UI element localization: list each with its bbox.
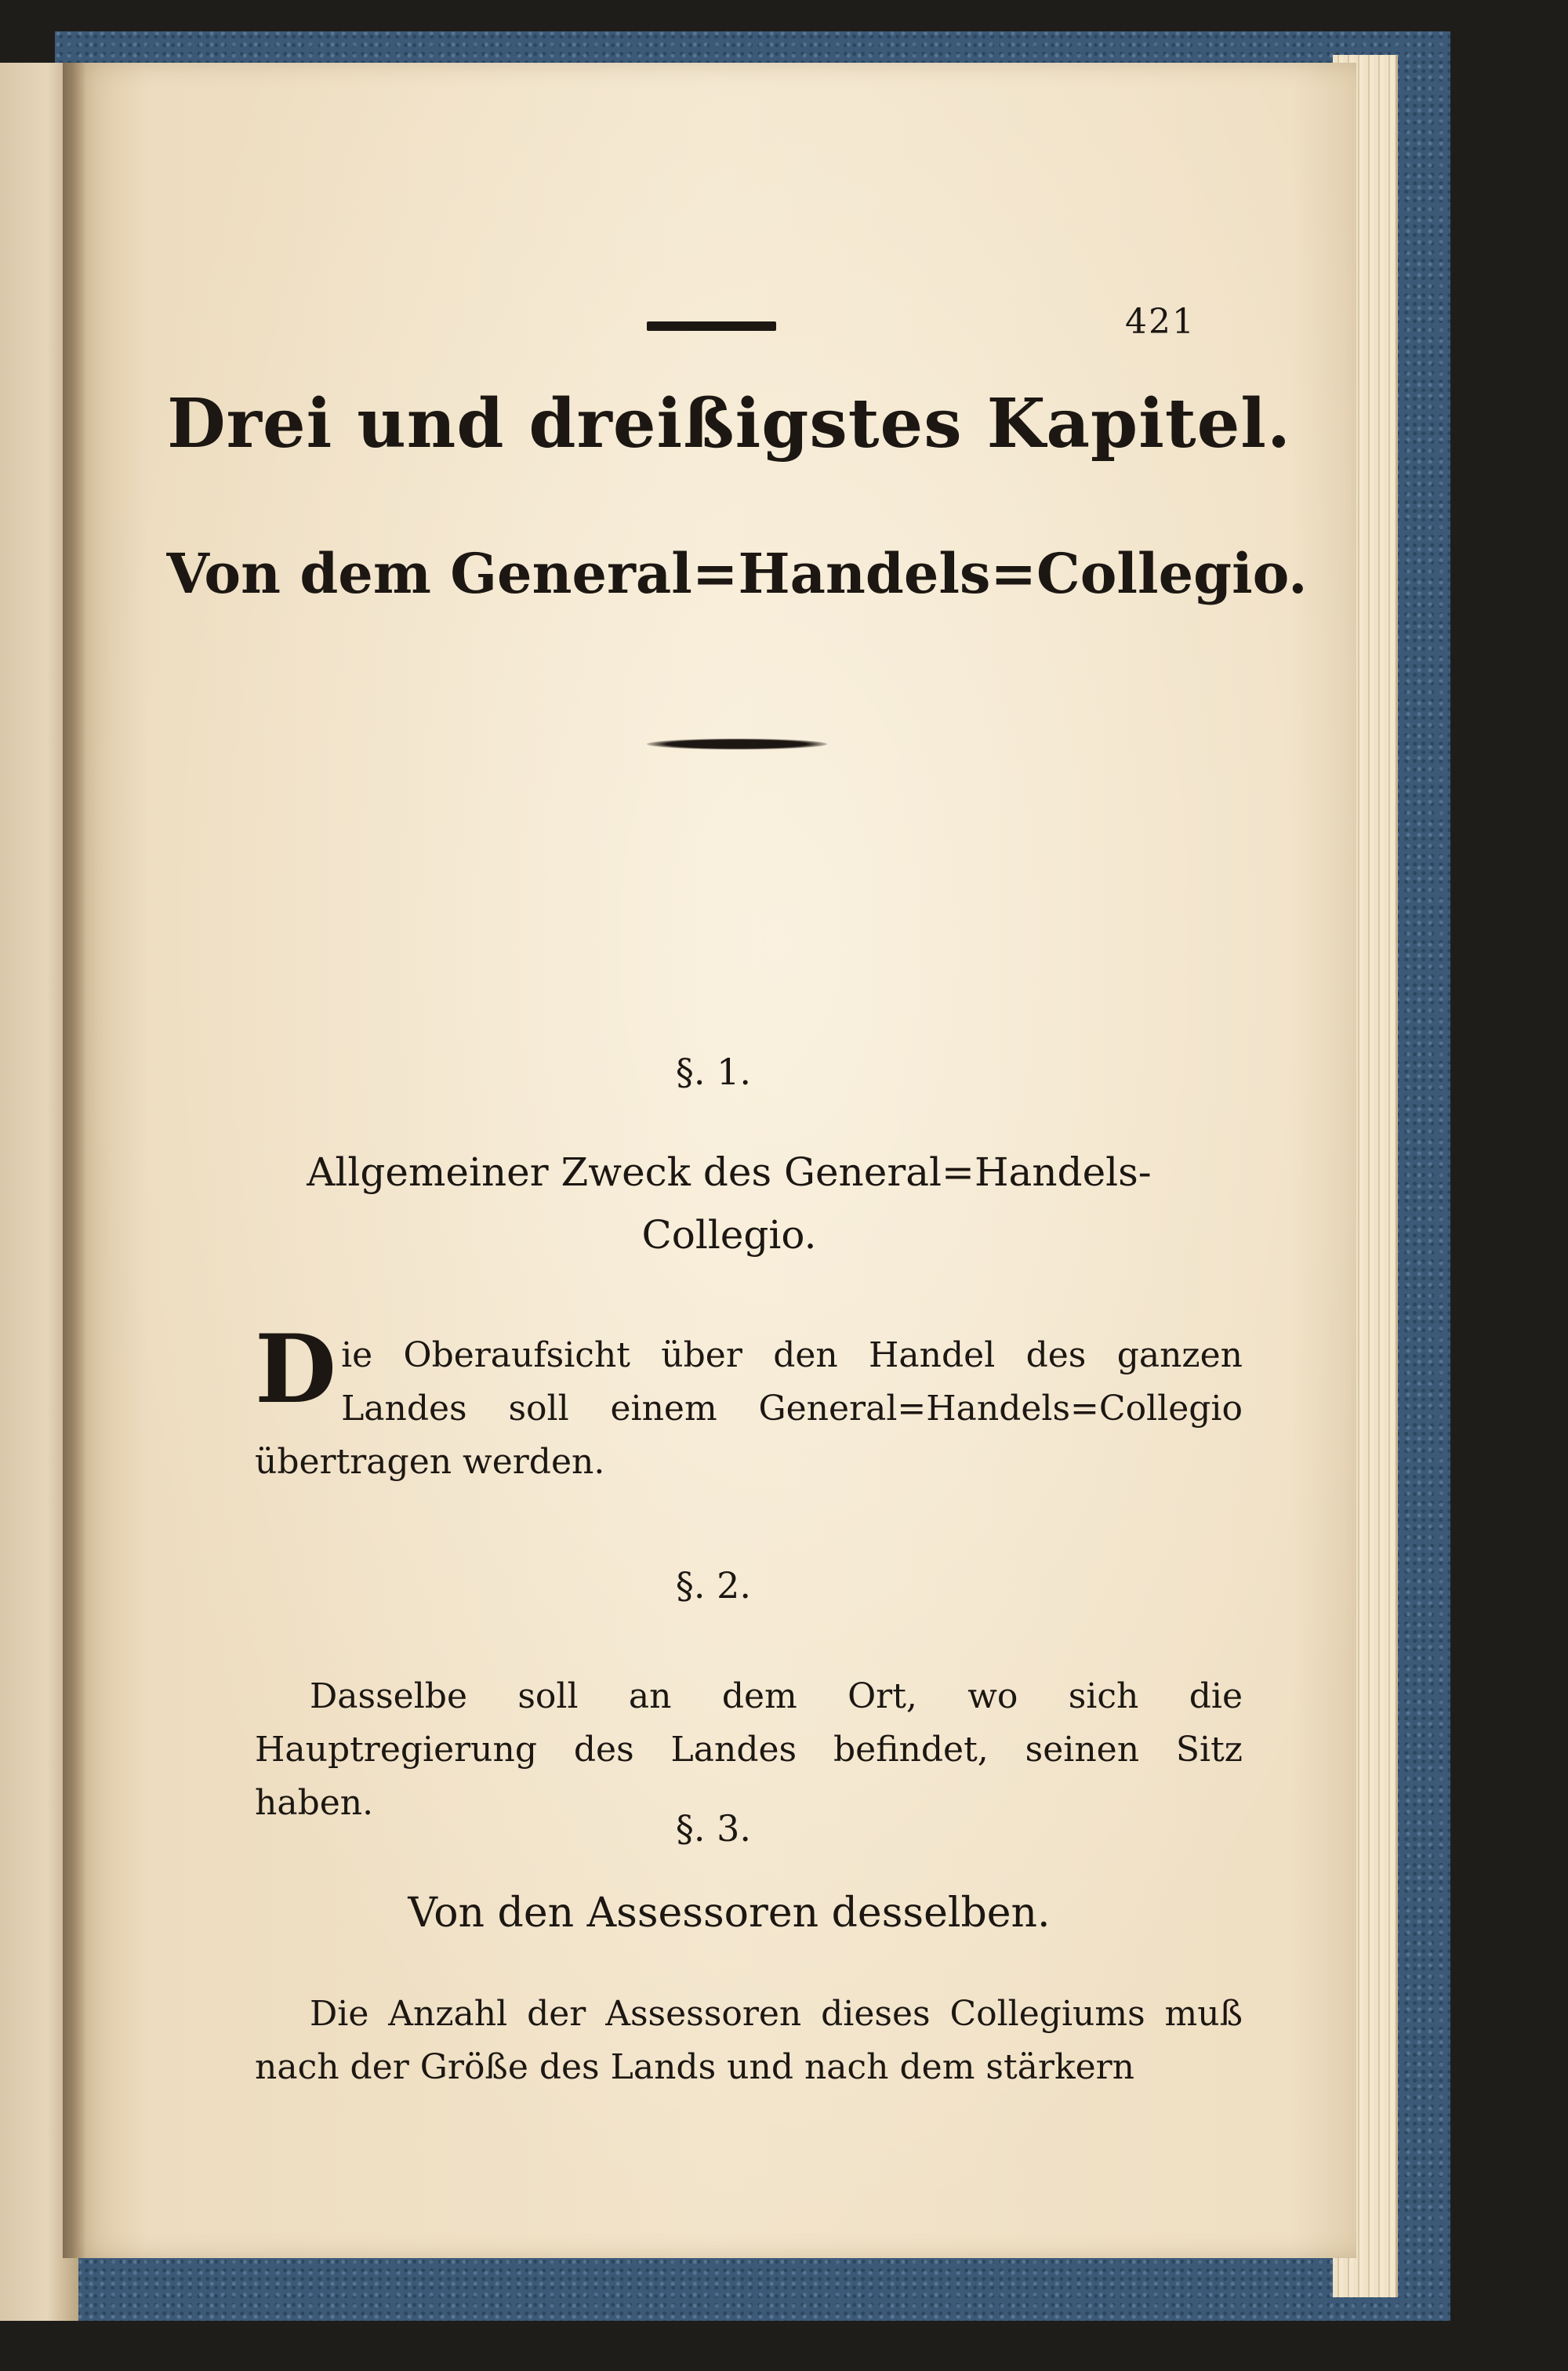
page-number: 421 (1125, 302, 1196, 342)
section-text-1 (255, 1314, 1243, 1489)
section-mark-1: §. 1. (675, 1051, 752, 1093)
section-mark-2: §. 2. (675, 1564, 752, 1607)
section-heading-3: Von den Assessoren desselben. (408, 1890, 1051, 1937)
ornament-rule (647, 739, 827, 750)
gutter-shadow (63, 63, 86, 2258)
section-mark-3: §. 3. (675, 1807, 752, 1850)
book-page (71, 63, 1356, 2258)
chapter-subtitle: Von dem General=Handels=Collegio. (166, 541, 1308, 606)
drop-cap: D (255, 1314, 337, 1425)
section-text-3: Die Anzahl der Assessoren dieses Collegiums muß nach der Größe des Lands und nach dem stärkern (255, 1994, 1243, 2087)
header-rule (647, 321, 776, 331)
section-text-1-body: ie Oberaufsicht über den Handel des ganzen Landes soll einem General=Handels=Collegio übertragen werden. (255, 1335, 1243, 1482)
chapter-title: Drei und dreißigstes Kapitel. (167, 384, 1291, 463)
section-heading-1: Allgemeiner Zweck des General=Handels-Collegio. (307, 1149, 1152, 1258)
section-text-2: Dasselbe soll an dem Ort, wo sich die Hauptregierung des Landes befindet, seinen Sitz haben. (255, 1676, 1243, 1823)
